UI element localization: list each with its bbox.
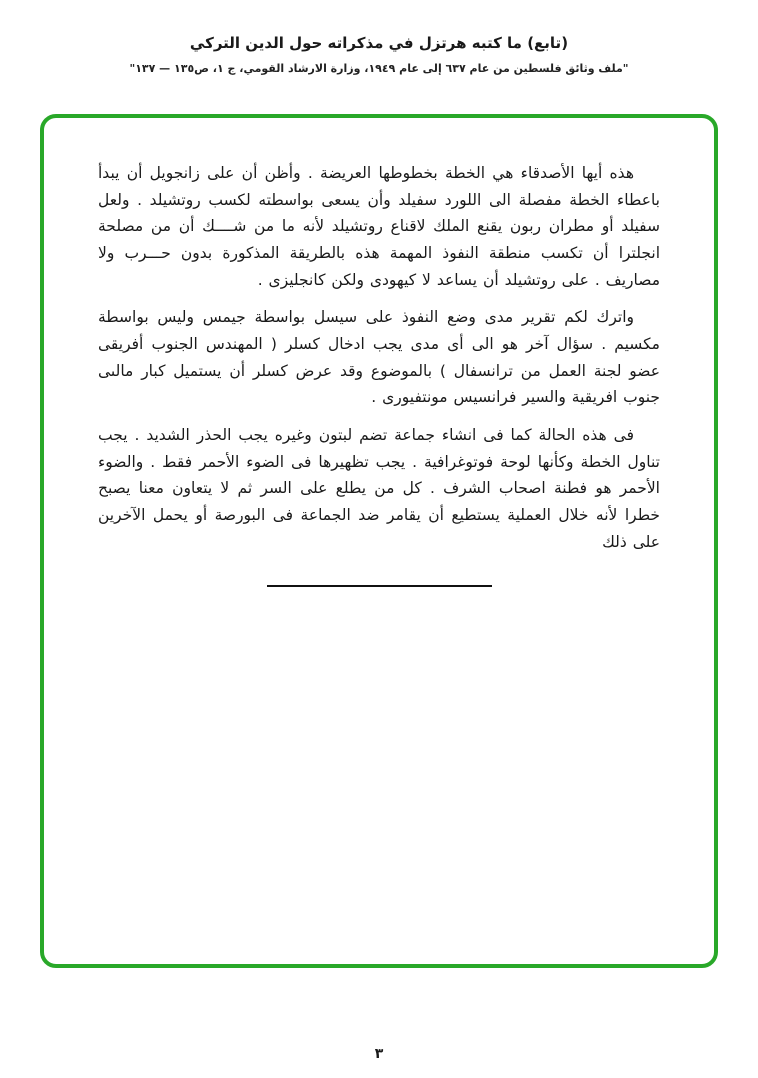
page-number: ٣ [374, 1046, 384, 1062]
paragraph-3: فى هذه الحالة كما فى انشاء جماعة تضم لبتون وغيره يجب الحذر الشديد . يجب تناول الخطة وكأنها لوحة فوتوغرافية . يجب تظهيرها فى الضوء الأحمر فقط . والضوء الأحمر هو فطنة اصحاب الشرف . كل من يطلع على السر ثم لا يتعاون معنا يصبح خطرا لأنه خلال العملية يستطيع أن يقامر ضد الجماعة فى البورصة أو يحمل الآخرين على ذلك [98, 425, 660, 551]
document-header [0, 0, 758, 75]
page-title: (تابع) ما كتبه هرتزل في مذكراته حول الدين التركي [189, 34, 569, 52]
paragraph-2: واترك لكم تقرير مدى وضع النفوذ على سيسل بواسطة جيمس وليس بواسطة مكسيم . سؤال آخر هو الى أى مدى يجب ادخال كسلر ( المهندس الجنوب أفريقى عضو لجنة العمل من ترانسفال ) بالموضوع وقد عرض كسلر أن يستميل كبار مالىى جنوب افريقية والسير فرانسيس مونتفيورى . [98, 308, 660, 407]
document-footer [0, 1046, 758, 1062]
section-divider [267, 585, 492, 587]
content-frame [40, 114, 718, 968]
paragraph-1: هذه أيها الأصدقاء هي الخطة بخطوطها العريضة . وأظن أن على زانجويل أن يبدأ باعطاء الخطة مفصلة الى اللورد سفيلد وأن يسعى بواسطته لكسب روتشيلد . ولعل سفيلد أو مطران ربون يقنع الملك لاقناع روتشيلد لأنه ما من شــــك أن من مصلحة انجلترا أن تكسب منطقة النفوذ المهمة هذه بالطريقة المذكورة بدون حـــرب ولا مصاريف . على روتشيلد أن يساعد لا كيهودى ولكن كانجليزى . [98, 164, 660, 289]
page-subtitle: "ملف وثائق فلسطين من عام ٦٣٧ إلى عام ١٩٤٩، وزارة الارشاد القومي، ج ١، ص١٣٥ — ١٣٧" [129, 62, 629, 75]
